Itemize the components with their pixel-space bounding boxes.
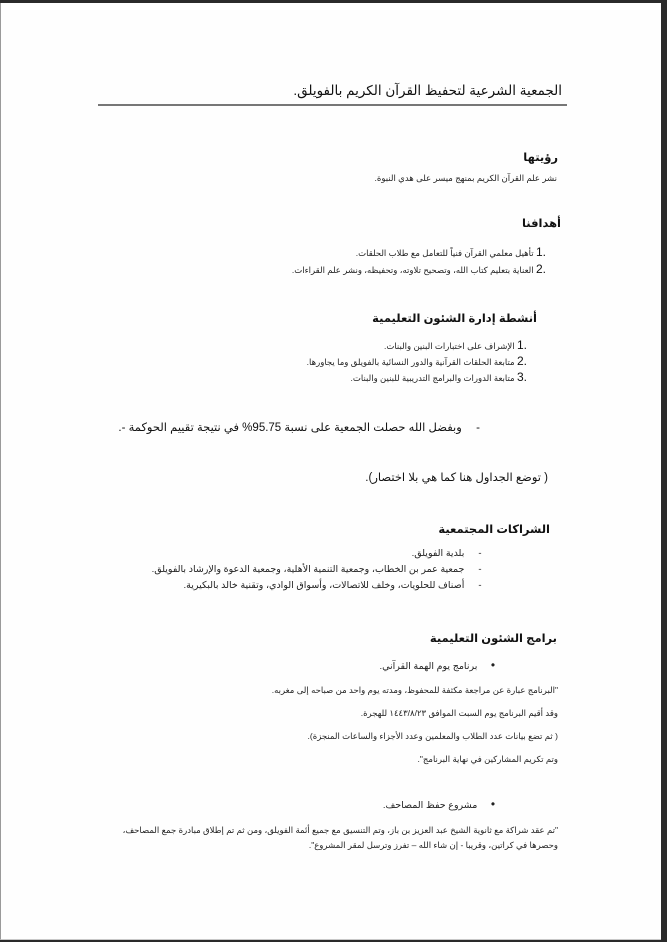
- vision-text: نشر علم القرآن الكريم بمنهج ميسر على هدي النبوة.: [374, 173, 557, 183]
- dash-marker: -: [478, 548, 482, 559]
- bullet-icon: •: [490, 658, 496, 672]
- program-1-line-1: "البرنامج عبارة عن مراجعة مكثفة للمحفوظ، ومدته يوم واحد من صباحه إلى مغربه.: [271, 685, 558, 695]
- list-number: 2.: [517, 354, 528, 368]
- activities-item-3: [351, 370, 539, 384]
- partnerships-item-2: [152, 564, 493, 575]
- bullet-icon: •: [490, 797, 496, 811]
- partnerships-item-3: [183, 580, 493, 591]
- partnerships-item-text: بلدية الفويلق.: [411, 548, 465, 559]
- goals-item-text: تأهيل معلمي القرآن فنياً للتعامل مع طلاب الحلقات.: [355, 248, 534, 258]
- goals-item-1: [356, 245, 558, 259]
- partnerships-item-1: [412, 548, 493, 559]
- program-2-line-2: وحصرها في كراتين، وقريبا - إن شاء الله – تفرز وترسل لمقر المشروع".: [308, 840, 558, 850]
- vision-heading: رؤيتها: [523, 152, 558, 164]
- program-title-text: برنامج يوم الهمة القرآني.: [379, 661, 478, 672]
- document-title: الجمعية الشرعية لتحفيظ القرآن الكريم بالفويلق.: [293, 83, 562, 98]
- activities-item-text: متابعة الدورات والبرامج التدريبية للبنين والبنات.: [350, 373, 515, 383]
- goals-heading: أهدافنا: [521, 218, 561, 230]
- program-1-title: [379, 658, 506, 672]
- governance-line: [118, 420, 491, 434]
- dash-marker: -: [478, 580, 482, 591]
- title-underline: [98, 104, 567, 106]
- list-number: 1.: [536, 245, 547, 259]
- activities-item-1: [384, 338, 539, 352]
- governance-text: وبفضل الله حصلت الجمعية على نسبة 95.75% في نتيجة تقييم الحوكمة -.: [118, 422, 462, 434]
- activities-item-text: الإشراف على اختبارات البنين والبنات.: [383, 341, 515, 351]
- goals-item-text: العناية بتعليم كتاب الله، وتصحيح تلاوته، وتحفيظه، ونشر علم القراءات.: [291, 265, 534, 275]
- program-2-title: [383, 797, 506, 811]
- dash-marker: -: [478, 564, 482, 575]
- program-1-line-3: ( ثم تضع بيانات عدد الطلاب والمعلمين وعدد الأجزاء والساعات المنجزة).: [307, 731, 558, 741]
- goals-item-2: [292, 262, 558, 276]
- tables-note: ( توضع الجداول هنا كما هي بلا اختصار).: [365, 472, 548, 484]
- activities-heading: أنشطة إدارة الشئون التعليمية: [372, 313, 537, 325]
- activities-item-text: متابعة الحلقات القرآنية والدور النسائية بالفويلق وما يجاورها.: [306, 357, 515, 367]
- list-number: 3.: [517, 370, 528, 384]
- list-number: 2.: [536, 262, 547, 276]
- partnerships-item-text: جمعية عمر بن الخطاب، وجمعية التنمية الأهلية، وجمعية الدعوة والإرشاد بالفويلق.: [151, 564, 465, 575]
- programs-heading: برامج الشئون التعليمية: [429, 633, 557, 645]
- activities-item-2: [307, 354, 539, 368]
- program-1-line-4: وتم تكريم المشاركين في نهاية البرنامج".: [417, 754, 558, 764]
- program-1-line-2: وقد أقيم البرنامج يوم السبت الموافق ١٤٤٣/٨/٢٣ للهجرة.: [360, 708, 558, 718]
- dash-marker: -: [476, 422, 480, 434]
- list-number: 1.: [517, 338, 528, 352]
- partnerships-item-text: أصناف للحلويات، وخلف للاتصالات، وأسواق الوادي، وتقنية خالد بالبكيرية.: [183, 580, 465, 591]
- document-page: [0, 3, 661, 940]
- program-2-line-1: "تم عقد شراكة مع ثانوية الشيخ عبد العزيز بن باز، وتم التنسيق مع جميع أئمة الفويلق، ومن ثم تم إطلاق مبادرة جمع المصاحف،: [122, 825, 558, 835]
- partnerships-heading: الشراكات المجتمعية: [438, 524, 550, 536]
- program-title-text: مشروع حفظ المصاحف.: [382, 800, 478, 811]
